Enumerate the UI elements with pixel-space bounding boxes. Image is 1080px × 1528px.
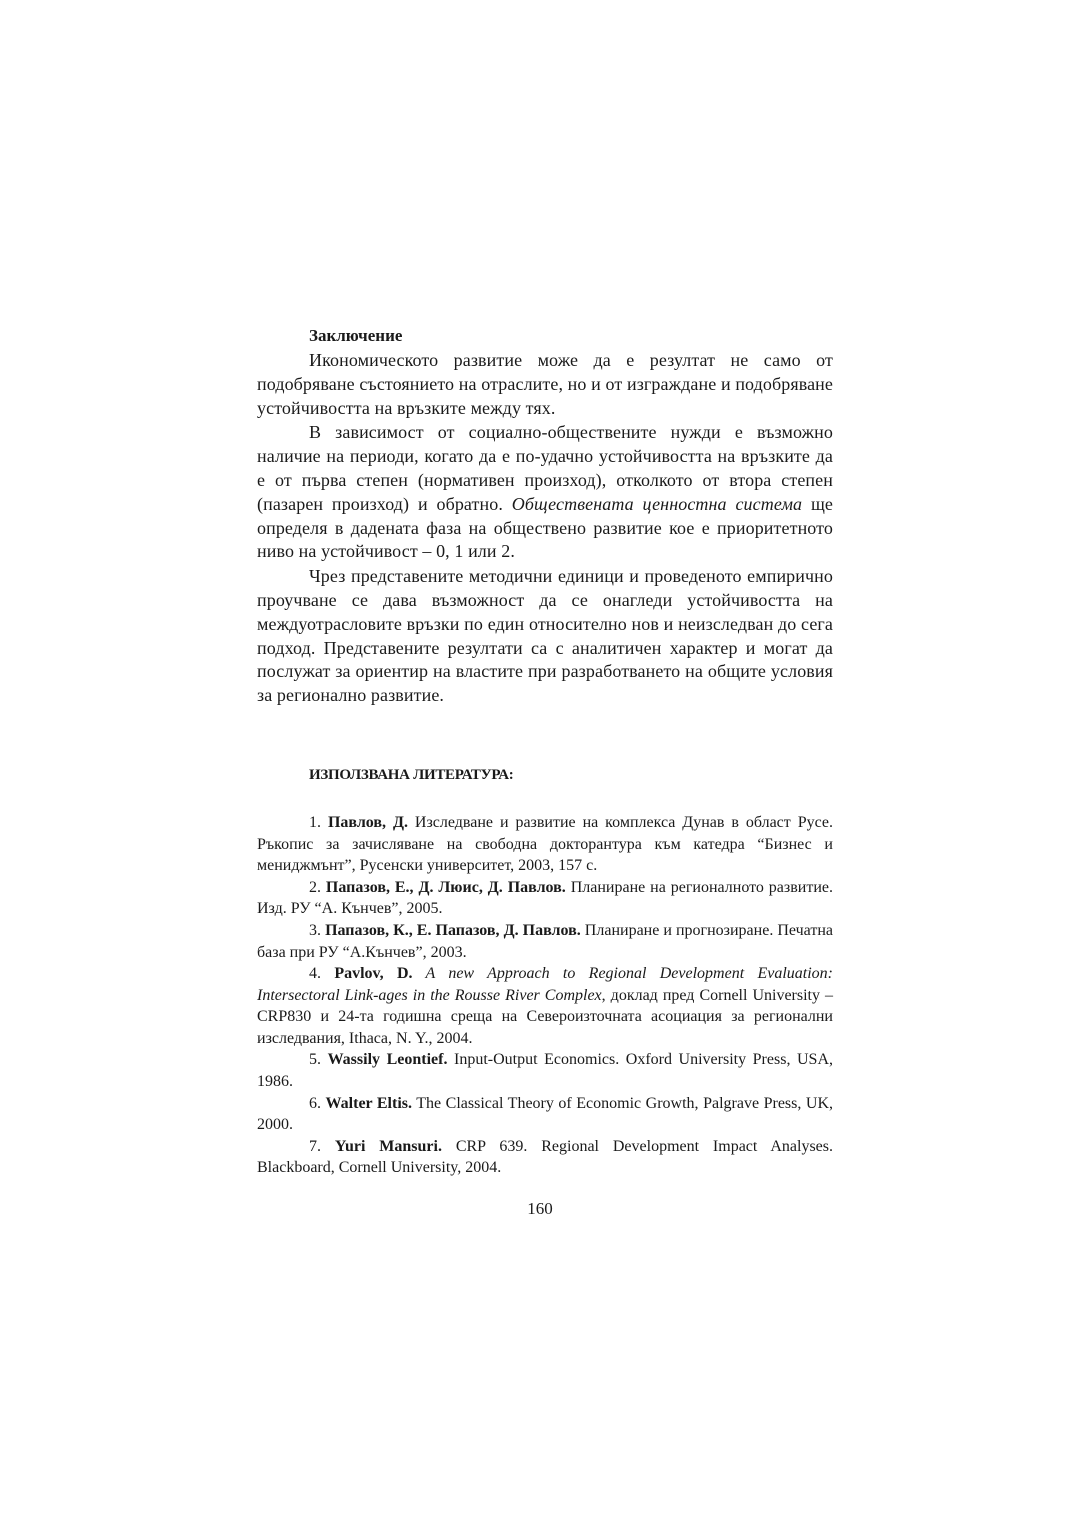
reference-author: Pavlov, D. xyxy=(334,965,413,983)
paragraph-text: Икономическото развитие може да е резултат не само от подобряване състоянието на отраслите, но и от изграждане и подобряване устойчивостта на връзките между тях. xyxy=(257,350,833,418)
reference-title-italic: A new Approach to Regional Development Evaluation: Intersectoral Link-ages in the Rousse River Complex xyxy=(257,965,834,1004)
reference-number: 7. xyxy=(309,1137,321,1155)
conclusion-paragraph-2 xyxy=(257,421,833,564)
reference-text: Планиране и прогнозиране. Печатна база при РУ “А.Кънчев”, 2003. xyxy=(257,921,834,961)
reference-item xyxy=(257,1049,833,1092)
references-list xyxy=(257,812,833,1179)
reference-item xyxy=(257,963,833,1049)
reference-number: 3. xyxy=(309,921,321,939)
paragraph-text: В зависимост от социално-обществените нужди е възможно наличие на периоди, когато да е по-удачно устойчивостта на връзките да е от първа степен (нормативен произход), отколкото от втора степен (пазарен произход) и обратно. xyxy=(257,422,833,514)
reference-item xyxy=(257,920,833,963)
reference-number: 1. xyxy=(309,813,321,831)
reference-item xyxy=(257,877,833,920)
conclusion-heading: Заключение xyxy=(309,326,403,345)
reference-author: Wassily Leontief. xyxy=(327,1051,448,1069)
paragraph-text: ще определя в дадената фаза на обществено развитие кое е приоритетното ниво на устойчивост – 0, 1 или 2. xyxy=(257,493,834,562)
paragraph-text: Чрез представените методични единици и проведеното емпирично проучване се дава възможност да се онагледи устойчивостта на междуотрасловите връзки по един относително нов и неизследван до сега подход. Представените резултати са с аналитичен характер и могат да послужат за ориентир на властите при разработването на общите условия за регионално развитие. xyxy=(257,566,833,706)
references-heading: ИЗПОЛЗВАНА ЛИТЕРАТУРА: xyxy=(309,766,514,783)
reference-author: Павлов, Д. xyxy=(327,813,408,831)
reference-number: 2. xyxy=(309,878,321,896)
reference-item xyxy=(257,1093,833,1136)
reference-text: Планиране на регионалното развитие. Изд. РУ “А. Кънчев”, 2005. xyxy=(257,878,834,918)
reference-number: 6. xyxy=(309,1094,321,1112)
reference-text: The Classical Theory of Economic Growth, Palgrave Press, UK, 2000. xyxy=(257,1094,834,1134)
page-body xyxy=(257,324,833,1179)
reference-number: 5. xyxy=(309,1051,321,1069)
reference-author: Папазов, К., Е. Папазов, Д. Павлов. xyxy=(325,921,581,939)
conclusion-paragraph-3 xyxy=(257,565,833,708)
reference-item xyxy=(257,812,833,877)
reference-text: Input-Output Economics. Oxford University Press, USA, 1986. xyxy=(257,1051,834,1091)
reference-author: Папазов, Е., Д. Люис, Д. Павлов. xyxy=(325,878,566,896)
reference-number: 4. xyxy=(309,965,321,983)
reference-author: Walter Eltis. xyxy=(325,1094,413,1112)
reference-item xyxy=(257,1136,833,1179)
reference-text: , доклад пред Cornell University – CRP830 и 24-та годишна среща на Североизточната асоциация за регионални изследвания, Ithaca, N. Y., 2004. xyxy=(257,986,834,1047)
reference-text: CRP 639. Regional Development Impact Analyses. Blackboard, Cornell University, 2004. xyxy=(257,1137,833,1177)
reference-text: Изследване и развитие на комплекса Дунав в област Русе. Ръкопис за зачисляване на свободна докторантура към катедра “Бизнес и мениджмънт”, Русенски университет, 2003, 157 с. xyxy=(257,813,834,875)
reference-author: Yuri Mansuri. xyxy=(334,1137,442,1155)
page-number: 160 xyxy=(527,1199,553,1218)
emphasis-text: Обществената ценностна система xyxy=(511,493,803,514)
conclusion-paragraph-1 xyxy=(257,349,833,420)
